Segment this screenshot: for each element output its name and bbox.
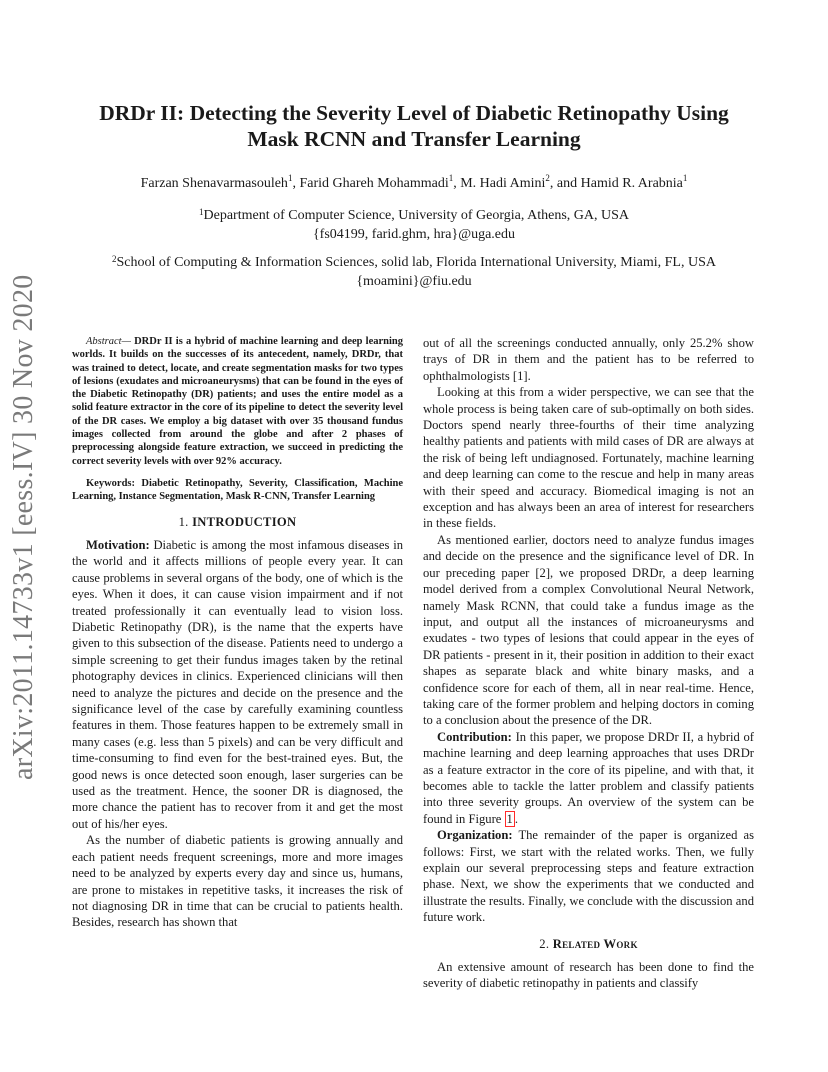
run-in-heading: Contribution: [437,729,512,744]
author-name: Farid Ghareh Mohammadi [299,176,449,191]
affiliation-mark: 1 [199,207,204,217]
affiliation-1 [60,206,768,244]
author-separator: , [292,176,300,191]
affiliation-text: School of Computing & Information Sciences, solid lab, Florida International University, Miami, FL, USA [116,255,716,270]
keywords-label: Keywords: [86,477,135,489]
paragraph-motivation [72,537,403,832]
figure-reference-link[interactable]: 1 [506,811,513,826]
section-number: 2. [539,936,553,951]
author-affiliation-mark: 1 [287,173,293,183]
affiliation-email: {moamini}@fiu.edu [356,274,472,289]
author-affiliation-mark: 2 [545,173,550,183]
paragraph-contribution [423,729,754,827]
arxiv-identifier: arXiv:2011.14733v1 [eess.IV] 30 Nov 2020 [8,274,39,780]
left-column [72,335,403,931]
run-in-heading: Organization: [437,828,513,843]
paragraph-text: The remainder of the paper is organized as follows: First, we start with the related works. Then, we fully explain our several preprocessing steps and feature extraction phase. Next, we show the experiments that we conducted and illustrate the results. Finally, we conclude with the discussion and future work. [423,828,754,925]
punctuation: . [514,811,518,826]
section-title: Related Work [552,936,638,951]
author-list [60,173,768,192]
paper-title [60,100,768,152]
author-separator: , and [549,176,581,191]
section-title: INTRODUCTION [192,514,297,529]
abstract [72,335,403,468]
section-number: 1. [178,514,193,529]
paragraph: An extensive amount of research has been done to find the severity of diabetic retinopathy in patients and classify [423,960,754,991]
paragraph-text: Diabetic is among the most infamous diseases in the world and it affects millions of people every year. It can cause problems in several organs of the body, one of which is the eyes. When it does, it can cause vision impairment and if not treated professionally it can eventually lead to vision loss. Diabetic Retinopathy (DR), is the name that the experts have given to this subsection of the disease. Patients need to undergo a simple screening to get their fundus images taken by the retinal photography devices in clinics. Experienced clinicians will then need to analyze the pictures and decide on the presence and the significance level of the case by carefully examining countless features in them. Those features happen to be extremely small in many cases (e.g. less than 5 pixels) and can be very difficult and time-consuming to find even for the best-trained eyes. But, the good news is once detected soon enough, laser surgeries can be used as the treatment. Hence, the sooner DR is diagnosed, the more chance the patient has to recover from it and get the most out of his/her eyes. [72,537,403,831]
right-column [423,335,754,992]
author-name: Hamid R. Arabnia [580,176,683,191]
paragraph-organization [423,827,754,925]
section-heading-introduction [72,514,403,530]
affiliation-text: Department of Computer Science, University of Georgia, Athens, GA, USA [203,208,629,223]
abstract-label: Abstract— [86,336,131,347]
author-name: Farzan Shenavarmasouleh [140,176,288,191]
title-line-1: DRDr II: Detecting the Severity Level of Diabetic Retinopathy Using [99,101,729,125]
paragraph: As the number of diabetic patients is growing annually and each patient needs frequent screenings, more and more images need to be analyzed by experts every day and since us, humans, are prone to mistakes in repetitive tasks, it increases the risk of not diagnosing DR in time that can be crucial to patients health. Besides, research has shown that [72,833,403,930]
affiliation-2 [60,253,768,291]
paragraph: As mentioned earlier, doctors need to analyze fundus images and decide on the presence and the significance level of DR. In our preceding paper [2], we proposed DRDr, a deep learning model derived from a complex Convolutional Neural Network, namely Mask RCNN, that could take a fundus image as the input, and output all the instances of microaneurysms and exudates - two types of lesions that could appear in the eyes of DR patients - present in it, their position in addition to their exact shapes as separate black and white binary masks, and a confidence score for each of them, all in near real-time. Hence, taking care of the former problem and helping doctors in coming to a conclusion about the presence of the DR. [423,532,754,728]
run-in-heading: Motivation: [86,537,150,552]
paragraph: Looking at this from a wider perspective, we can see that the whole process is being taken care of sub-optimally on both sides. Doctors spend nearly three-fourths of their time analyzing healthy patients and patients with mild cases of DR are always at the risk of being left undiagnosed. Fortunately, machine learning and deep learning can come to the rescue and help in many areas with their speed and accuracy. Biomedical imaging is not an exception and has always been an area of interest for researchers in these fields. [423,385,754,531]
abstract-text: DRDr II is a hybrid of machine learning and deep learning worlds. It builds on the successes of its antecedent, namely, DRDr, that was trained to detect, locate, and create segmentation masks for two types of lesions (exudates and microaneurysms) that can be found in the eyes of the Diabetic Retinopathy (DR) patients; and uses the entire model as a solid feature extractor in the core of its pipeline to detect the severity level of the DR cases. We employ a big dataset with over 35 thousand fundus images collected from around the globe and after 2 phases of preprocessing alongside feature extraction, we succeed in predicting the correct severity levels with over 92% accuracy. [72,336,403,467]
title-line-2: Mask RCNN and Transfer Learning [247,127,581,151]
paragraph-text: In this paper, we propose DRDr II, a hybrid of machine learning and deep learning approaches that uses DRDr as a feature extractor in the core of its pipeline, and with that, it becomes able to tackle the latter problem and classify patients into three severity groups. An overview of the system can be found in Figure [423,729,754,826]
author-affiliation-mark: 1 [682,173,688,183]
author-separator: , [453,176,461,191]
author-name: M. Hadi Amini [460,176,546,191]
affiliation-email: {fs04199, farid.ghm, hra}@uga.edu [312,227,516,242]
keywords [72,477,403,504]
keywords-text: Diabetic Retinopathy, Severity, Classification, Machine Learning, Instance Segmentation, Mask R-CNN, Transfer Learning [72,477,403,503]
affiliation-mark: 2 [112,254,117,264]
section-heading-related-work [423,936,754,952]
author-affiliation-mark: 1 [448,173,454,183]
paragraph: out of all the screenings conducted annually, only 25.2% show trays of DR in them and the patient has to be referred to ophthalmologists [1]. [423,336,754,383]
